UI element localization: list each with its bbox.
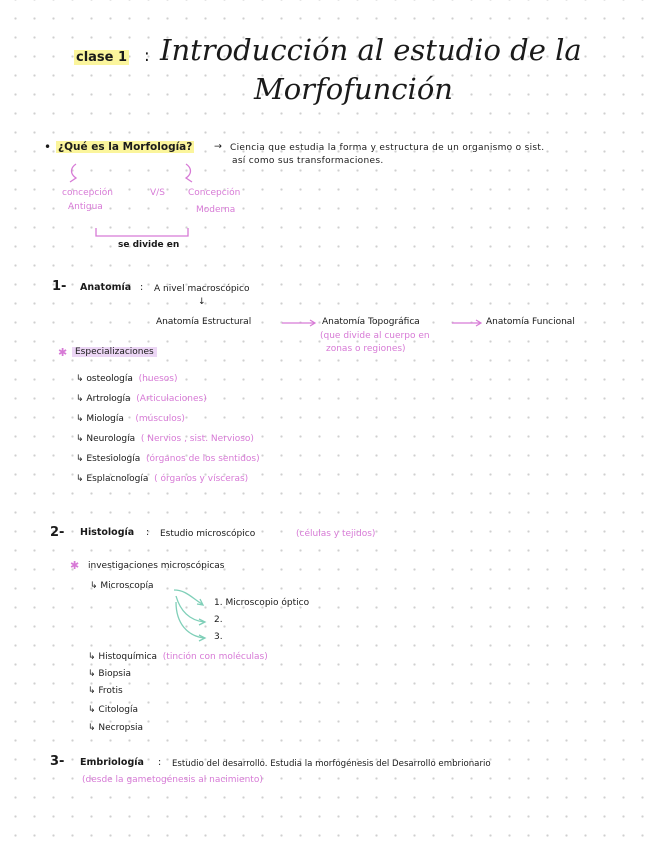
specialization-note: ( órganos y vísceras) [154,474,249,484]
embriologia-note: (desde la gametogénesis al nacimiento) [82,775,263,785]
histologia-description: Estudio microscópico [160,529,256,539]
topografica-note-line1: (que divide al cuerpo en [320,331,430,341]
intro-bullet: • [44,140,52,154]
list-item: ↳ Frotis [88,686,123,696]
microscopia-label: ↳ Microscopía [90,581,154,591]
page-title-line1: Introducción al estudio de la [160,33,582,67]
concept-antigua-line1: concepción [62,188,114,198]
intro-question-text: ¿Qué es la Morfología? [58,141,193,153]
intro-arrow: → [214,141,222,152]
clase-label-text: clase 1 [76,50,128,65]
histologia-colon: : [146,527,150,538]
microscopia-item-2: 2. [214,615,223,625]
histologia-item-note: (tinción con moléculas) [162,652,268,662]
histologia-number: 2- [50,525,65,540]
specialization-name: Miología [86,414,124,424]
list-item: ↳ Artrología (Articulaciones) [76,394,207,404]
flow-funcional: Anatomía Funcional [486,317,575,327]
microscopia-item-1: 1. Microscopio óptico [214,598,310,608]
specializations-title-text: Especializaciones [72,347,157,357]
specialization-note: (órganos de los sentidos) [146,454,260,464]
intro-answer-line2: así como sus transformaciones. [232,156,384,166]
list-item: ↳ Neurología ( Nervios , sist. Nervioso) [76,434,254,444]
specializations-title [72,347,157,357]
anatomia-colon: : [140,282,144,293]
microscopia-item-3: 3. [214,632,223,642]
specialization-note: (Articulaciones) [136,394,207,404]
anatomia-down-arrow: ↓ [198,297,206,307]
list-item: ↳ Necropsia [88,723,144,733]
histologia-item-name: Frotis [98,686,123,696]
specialization-name: Artrología [86,394,131,404]
list-item: ↳ Miología (músculos) [76,414,185,424]
embriologia-colon: : [158,757,162,768]
histologia-item-name: Histoquímica [98,652,158,662]
flow-arrow-1-icon [280,318,320,328]
histologia-title: Histología [80,527,135,538]
concept-moderna-line1: Concepción [188,188,241,198]
embriologia-number: 3- [50,754,65,769]
investigaciones-star-icon: ✱ [70,559,80,572]
flow-topografica: Anatomía Topográfica [322,317,420,327]
list-item: ↳ Citología [88,705,138,715]
anatomia-number: 1- [52,279,67,294]
histologia-item-name: Citología [98,705,138,715]
list-item: ↳ Biopsia [88,669,132,679]
header-colon: : [144,46,150,66]
embriologia-description: Estudio del desarrollo. Estudia la morfogénesis del Desarrollo embrionario [172,759,491,769]
specialization-name: Neurología [86,434,136,444]
anatomia-description: A nivel macroscópico [154,284,250,294]
histologia-item-name: Biopsia [98,669,132,679]
specialization-note: (músculos) [135,414,185,424]
flow-arrow-2-icon [450,318,486,328]
page-title-line2: Morfofunción [254,72,453,106]
list-item: ↳ osteología (huesos) [76,374,178,384]
intro-braces [0,0,655,260]
intro-answer-line1: Ciencia que estudia la forma y estructura de un organismo o sist. [230,143,545,153]
embriologia-title: Embriología [80,757,144,768]
concept-moderna-line2: Moderna [196,205,236,215]
investigaciones-title: investigaciones microscópicas [88,561,225,571]
topografica-note-line2: zonas o regiones) [326,344,406,354]
flow-estructural: Anatomía Estructural [156,317,252,327]
specialization-note: ( Nervios , sist. Nervioso) [140,434,254,444]
concept-antigua-line2: Antigua [68,202,103,212]
specialization-note: (huesos) [138,374,178,384]
microscopia-text: Microscopía [100,581,154,591]
specialization-name: Estesiología [86,454,141,464]
list-item: ↳ Histoquímica (tinción con moléculas) [88,652,268,662]
specialization-name: Esplacnología [86,474,149,484]
list-item: ↳ Estesiología (órganos de los sentidos) [76,454,260,464]
anatomia-title: Anatomía [80,282,132,293]
specializations-star-icon: ✱ [58,346,68,359]
intro-divides: se divide en [118,240,180,250]
histologia-item-name: Necropsia [98,723,144,733]
histologia-note: (células y tejidos) [296,529,376,539]
concept-vs: V/S [150,188,165,198]
specialization-name: osteología [86,374,133,384]
list-item: ↳ Esplacnología ( órganos y vísceras) [76,474,249,484]
